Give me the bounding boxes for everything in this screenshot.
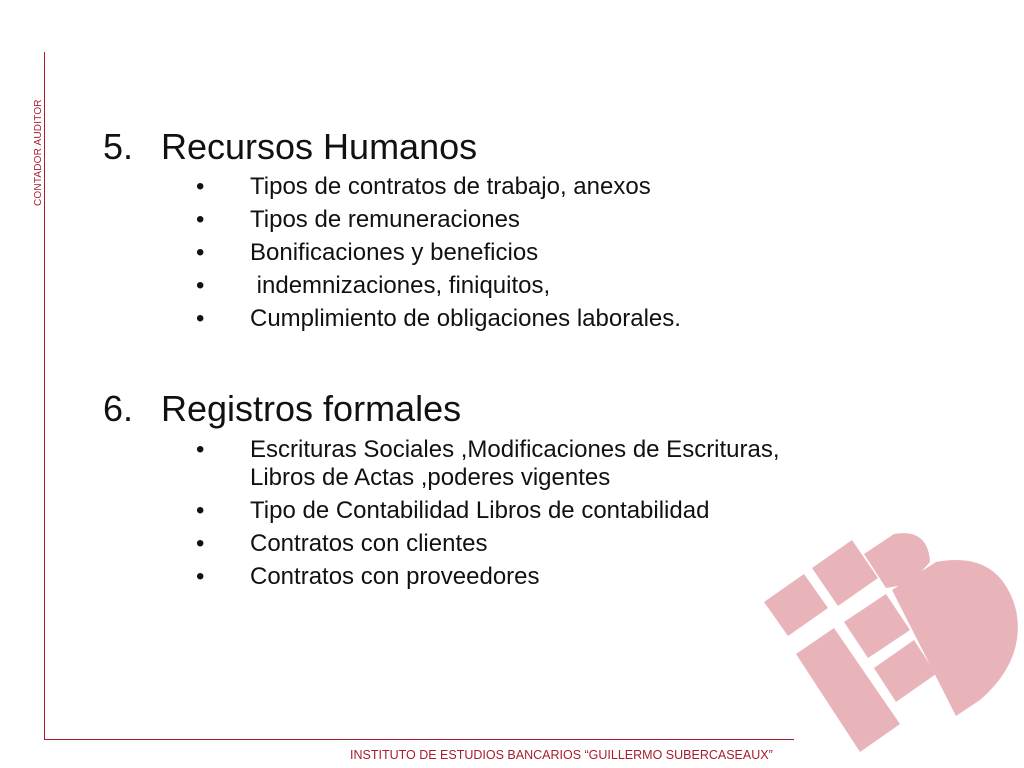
list-item: • Bonificaciones y beneficios (196, 239, 539, 266)
bullet-icon: • (196, 239, 205, 266)
institute-logo-icon (760, 530, 1024, 768)
logo-block (812, 540, 878, 606)
list-item: • Cumplimiento de obligaciones laborales. (196, 305, 681, 332)
footer-institution: INSTITUTO DE ESTUDIOS BANCARIOS “GUILLERMO SUBERCASEAUX” (350, 748, 773, 762)
bullet-icon: • (196, 206, 205, 233)
section-number: 6. (103, 388, 134, 429)
list-item: • Escrituras Sociales ,Modificaciones de Escrituras, Libros de Actas ,poderes vigentes (196, 436, 780, 491)
left-border-line (44, 52, 45, 740)
sidebar-label: CONTADOR AUDITOR (33, 99, 44, 206)
list-item: • Tipos de remuneraciones (196, 206, 520, 233)
section-title-text: Registros formales (161, 388, 462, 429)
bullet-icon: • (196, 563, 205, 590)
bottom-border-line (44, 739, 794, 740)
bullet-icon: • (196, 305, 205, 332)
section-number: 5. (103, 126, 134, 167)
list-item: • Contratos con clientes (196, 530, 488, 557)
section-title-registros-formales (103, 389, 461, 429)
logo-block (892, 560, 1018, 716)
section-title-text: Recursos Humanos (161, 126, 478, 167)
bullet-icon: • (196, 436, 205, 463)
bullet-list-recursos-humanos (196, 173, 681, 338)
bullet-list-registros-formales (196, 436, 780, 596)
list-item: • indemnizaciones, finiquitos, (196, 272, 551, 299)
logo-block (764, 574, 828, 636)
list-item: • Tipo de Contabilidad Libros de contabilidad (196, 497, 710, 524)
section-title-recursos-humanos (103, 127, 477, 167)
bullet-icon: • (196, 173, 205, 200)
list-item: • Tipos de contratos de trabajo, anexos (196, 173, 651, 200)
bullet-icon: • (196, 530, 205, 557)
bullet-icon: • (196, 272, 205, 299)
list-item: • Contratos con proveedores (196, 563, 540, 590)
bullet-icon: • (196, 497, 205, 524)
